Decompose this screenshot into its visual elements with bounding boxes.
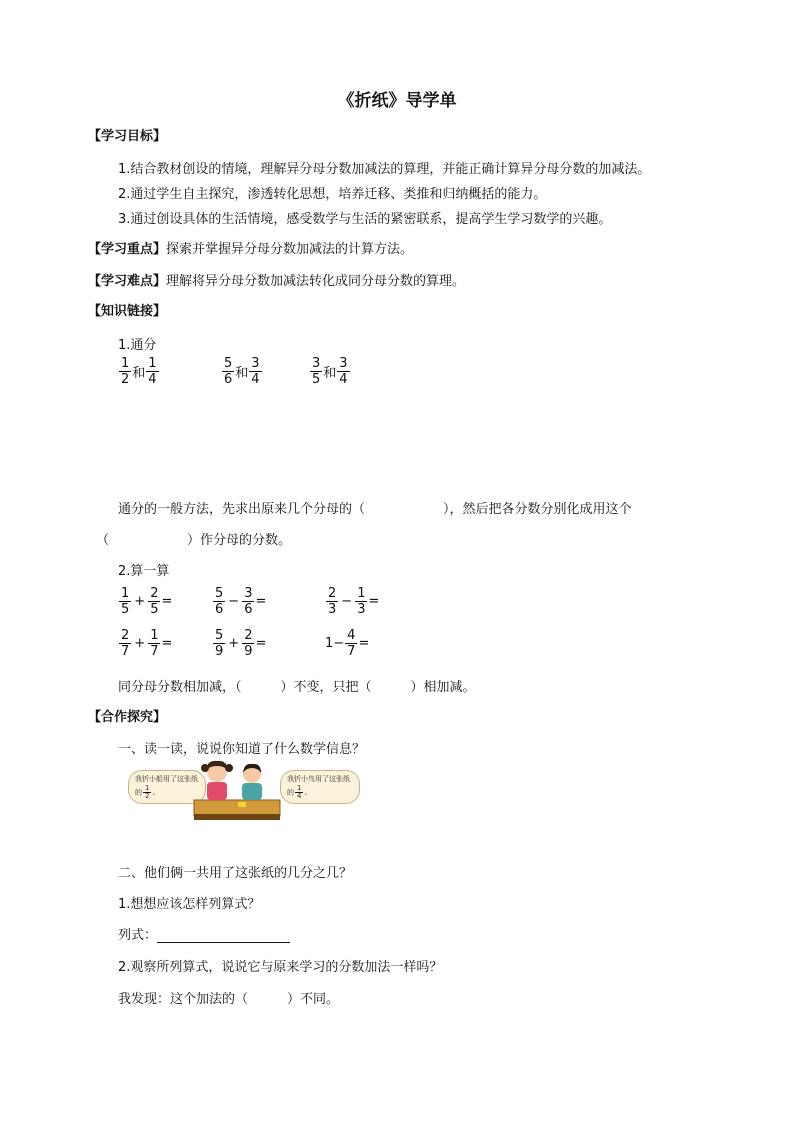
calc-expression: 1− $\frac{4}{7}$ = [325,628,370,659]
explore-question-2-1: 1.想想应该怎样列算式？ [118,897,261,912]
fraction: $\frac{3}{4}$ [339,356,348,387]
fraction: $\frac{1}{3}$ [357,586,366,617]
difficulty-header: 【学习难点】 [88,274,167,289]
tongfen-method-line1: 通分的一般方法，先求出原来几个分母的（ ），然后把各分数分别化成用这个 [118,502,632,517]
fraction: $\frac{5}{6}$ [215,586,224,617]
fraction: $\frac{2}{5}$ [150,586,159,617]
fraction: $\frac{2}{3}$ [328,586,337,617]
objective-1: 1.结合教材创设的情境，理解异分母分数加减法的算理，并能正确计算异分母分数的加减法。 [118,162,651,177]
key-point-text: 探索并掌握异分母分数加减法的计算方法。 [166,242,414,257]
tongfen-label: 1.通分 [118,338,157,353]
objective-3: 3.通过创设具体的生活情境，感受数学与生活的紧密联系，提高学生学习数学的兴趣。 [118,212,612,227]
folding-illustration [122,760,352,822]
fraction: $\frac{4}{7}$ [347,628,356,659]
tongfen-method-line2: （ ）作分母的分数。 [96,533,292,548]
formula-line [118,924,290,943]
objectives-header: 【学习目标】 [88,129,167,144]
fraction: $\frac{5}{9}$ [215,628,224,659]
fraction: $\frac{2}{7}$ [121,628,130,659]
calc-expression: $\frac{2}{7}$ + $\frac{1}{7}$ = [121,628,173,659]
tongfen-pair: $\frac{3}{5}$ 和 $\frac{3}{4}$ [312,356,348,387]
fraction: $\frac{1}{4}$ [297,784,302,800]
fraction: $\frac{1}{5}$ [121,586,130,617]
knowledge-header: 【知识链接】 [88,304,167,319]
page-title: 《折纸》导学单 [337,91,457,111]
key-point-line [88,238,413,257]
fraction: $\frac{3}{6}$ [244,586,253,617]
calc-expression: $\frac{1}{5}$ + $\frac{2}{5}$ = [121,586,173,617]
objective-2: 2.通过学生自主探究，渗透转化思想，培养迁移、类推和归纳概括的能力。 [118,187,547,202]
calc-expression: $\frac{5}{9}$ + $\frac{2}{9}$ = [215,628,267,659]
tongfen-pair: $\frac{5}{6}$ 和 $\frac{3}{4}$ [224,356,260,387]
speech-bubble-right: 我折小鸟用了这张纸的 $\frac{1}{4}$ 。 [280,770,360,804]
explore-question-1: 一、读一读，说说你知道了什么数学信息？ [118,742,366,757]
finding-line: 我发现：这个加法的（ ）不同。 [118,992,340,1007]
fraction: $\frac{1}{4}$ [148,356,157,387]
key-point-header: 【学习重点】 [88,242,167,257]
formula-label: 列式： [118,928,158,943]
calc-rule: 同分母分数相加减，（ ）不变，只把（ ）相加减。 [118,680,476,695]
explore-question-2-2: 2.观察所列算式，说说它与原来学习的分数加法一样吗？ [118,960,443,975]
fraction: $\frac{3}{4}$ [251,356,260,387]
explore-header: 【合作探究】 [88,710,167,725]
fraction: $\frac{1}{7}$ [150,628,159,659]
speech-bubble-left: 我折小船用了这张纸的 $\frac{1}{2}$ 。 [128,770,206,804]
calc-expression: $\frac{5}{6}$ − $\frac{3}{6}$ = [215,586,267,617]
children-figure [192,760,282,822]
fraction: $\frac{3}{5}$ [312,356,321,387]
difficulty-text: 理解将异分母分数加减法转化成同分母分数的算理。 [166,274,466,289]
difficulty-line [88,270,465,289]
formula-blank[interactable] [157,928,290,943]
fraction: $\frac{1}{2}$ [121,356,130,387]
calc-expression: $\frac{2}{3}$ − $\frac{1}{3}$ = [328,586,380,617]
tongfen-pair: $\frac{1}{2}$ 和 $\frac{1}{4}$ [121,356,157,387]
calc-label: 2.算一算 [118,564,170,579]
fraction: $\frac{2}{9}$ [244,628,253,659]
explore-question-2: 二、他们俩一共用了这张纸的几分之几？ [118,866,353,881]
fraction: $\frac{1}{2}$ [145,784,150,800]
fraction: $\frac{5}{6}$ [224,356,233,387]
